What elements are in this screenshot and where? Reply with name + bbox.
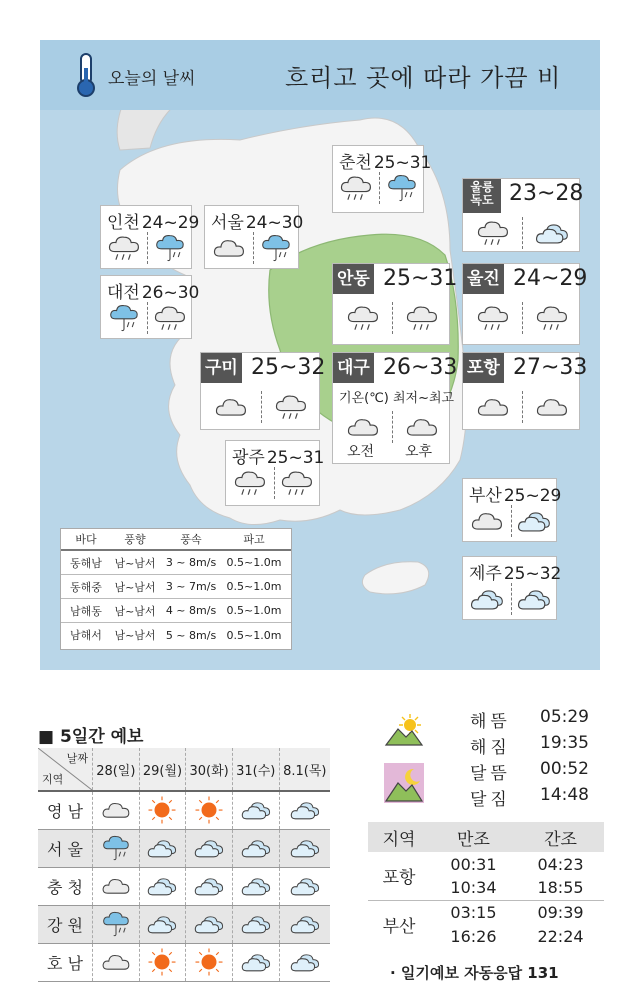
city-name: 춘천 bbox=[339, 153, 372, 173]
partly-cloudy-icon bbox=[146, 911, 178, 937]
forecast-date: 31(수) bbox=[232, 748, 279, 791]
city-box bbox=[462, 178, 584, 252]
moonrise-label: 달뜸 bbox=[470, 764, 511, 784]
forecast-cell bbox=[279, 905, 330, 943]
forecast-cell bbox=[232, 943, 279, 981]
partly-cloudy-icon bbox=[193, 911, 225, 937]
cloud-icon bbox=[100, 797, 132, 823]
tide-time: 03:15 bbox=[430, 900, 517, 924]
city-box bbox=[462, 478, 562, 542]
cloud-icon bbox=[469, 507, 505, 535]
tide-header-region: 지역 bbox=[368, 822, 430, 852]
city-name-temp bbox=[107, 278, 199, 303]
partly-cloudy-icon bbox=[289, 949, 321, 975]
forecast-cell bbox=[279, 829, 330, 867]
partly-cloudy-icon bbox=[516, 585, 552, 613]
city-box bbox=[462, 352, 588, 430]
partly-cloudy-icon bbox=[534, 219, 570, 247]
city-box bbox=[225, 440, 325, 506]
divider bbox=[274, 467, 275, 499]
forecast-title: ■ 5일간 예보 bbox=[38, 727, 144, 747]
city-name: 대구 bbox=[333, 353, 374, 383]
sunset-time: 19:35 bbox=[540, 733, 589, 753]
footer-phone: · 일기예보 자동응답 131 bbox=[390, 964, 559, 982]
forecast-cell bbox=[139, 791, 186, 829]
cloud-icon bbox=[404, 413, 440, 441]
sun-icon bbox=[194, 795, 224, 825]
divider bbox=[392, 411, 393, 443]
tide-header-low: 간조 bbox=[517, 822, 604, 852]
sea-cell: 남~남서 bbox=[114, 629, 156, 642]
sea-cell: 남해서 bbox=[70, 629, 102, 642]
forecast-region: 충 청 bbox=[38, 867, 93, 905]
forecast-row bbox=[38, 905, 330, 943]
sea-cell: 0.5~1.0m bbox=[226, 580, 282, 593]
tide-time: 16:26 bbox=[450, 926, 497, 946]
sea-cell: 남~남서 bbox=[114, 580, 156, 594]
legend-am: 오전 bbox=[347, 444, 375, 460]
city-name-temp bbox=[107, 208, 199, 233]
city-box bbox=[332, 352, 458, 464]
sunrise-icon bbox=[384, 711, 424, 751]
forecast-date: 30(화) bbox=[186, 748, 233, 791]
cloud-rain-icon bbox=[475, 304, 511, 332]
divider bbox=[522, 217, 523, 249]
sea-conditions-table bbox=[60, 528, 292, 650]
tide-row bbox=[368, 852, 604, 876]
cloud-rain-sun-icon bbox=[100, 911, 132, 937]
partly-cloudy-icon bbox=[469, 585, 505, 613]
city-name: 대전 bbox=[107, 283, 140, 303]
city-name-temp bbox=[469, 481, 561, 506]
moonset-label: 달짐 bbox=[470, 790, 511, 810]
partly-cloudy-icon bbox=[193, 873, 225, 899]
moonrise-time: 00:52 bbox=[540, 759, 589, 779]
forecast-cell bbox=[232, 791, 279, 829]
sea-header-wind-direction: 풍향 bbox=[124, 533, 146, 546]
forecast-cell bbox=[139, 905, 186, 943]
moonrise-icon bbox=[384, 763, 424, 803]
cloud-rain-icon bbox=[338, 174, 374, 202]
sun-moon-info bbox=[380, 705, 600, 815]
city-temp: 25~32 bbox=[251, 355, 326, 380]
city-name: 인천 bbox=[107, 213, 140, 233]
cloud-icon bbox=[475, 393, 511, 421]
forecast-cell bbox=[186, 829, 233, 867]
cloud-icon bbox=[345, 413, 381, 441]
cloud-rain-icon bbox=[232, 469, 268, 497]
city-temp: 24~30 bbox=[245, 213, 304, 233]
forecast-header-row bbox=[38, 748, 330, 791]
tide-header-high: 만조 bbox=[430, 822, 517, 852]
city-temp: 26~30 bbox=[141, 283, 200, 303]
divider bbox=[379, 172, 380, 204]
sea-cell: 4 ~ 8m/s bbox=[165, 604, 217, 617]
cloud-rain-icon bbox=[345, 304, 381, 332]
sea-table-header bbox=[61, 529, 291, 551]
partly-cloudy-icon bbox=[146, 835, 178, 861]
city-box bbox=[100, 205, 200, 269]
forecast-cell bbox=[186, 905, 233, 943]
divider bbox=[511, 583, 512, 615]
corner-date-label: 날짜 bbox=[66, 752, 88, 765]
sea-row bbox=[61, 551, 291, 575]
city-name: 울진 bbox=[463, 264, 504, 294]
divider bbox=[511, 505, 512, 537]
cloud-rain-icon bbox=[152, 304, 188, 332]
sea-cell: 동해남 bbox=[70, 556, 102, 570]
moonset-time: 14:48 bbox=[540, 785, 589, 805]
city-name-temp bbox=[469, 559, 561, 584]
tide-time: 22:24 bbox=[537, 926, 584, 946]
forecast-cell bbox=[139, 943, 186, 981]
tide-time: 09:39 bbox=[517, 900, 604, 924]
map-header bbox=[40, 40, 600, 110]
sea-cell: 남해동 bbox=[70, 604, 102, 618]
sun-icon bbox=[147, 947, 177, 977]
tide-place: 포항 bbox=[382, 868, 416, 889]
forecast-cell bbox=[279, 943, 330, 981]
tide-time: 00:31 bbox=[450, 854, 497, 874]
cloud-icon bbox=[100, 873, 132, 899]
partly-cloudy-icon bbox=[289, 911, 321, 937]
forecast-cell bbox=[93, 943, 140, 981]
city-box bbox=[462, 556, 562, 620]
divider bbox=[522, 391, 523, 423]
sea-cell: 동해중 bbox=[70, 580, 102, 594]
sea-cell: 남~남서 bbox=[114, 604, 156, 618]
city-name: 제주 bbox=[469, 564, 502, 584]
temp-legend: 기온(℃) 최저~최고 bbox=[339, 391, 455, 406]
partly-cloudy-icon bbox=[146, 873, 178, 899]
cloud-icon bbox=[534, 393, 570, 421]
city-temp: 23~28 bbox=[509, 181, 584, 206]
forecast-row bbox=[38, 829, 330, 867]
divider bbox=[392, 302, 393, 334]
cloud-rain-icon bbox=[475, 219, 511, 247]
thermometer-icon bbox=[72, 52, 100, 98]
forecast-date: 28(일) bbox=[93, 748, 140, 791]
city-temp: 27~33 bbox=[513, 355, 588, 380]
tide-time: 10:34 bbox=[450, 878, 497, 898]
tide-place: 부산 bbox=[368, 900, 430, 948]
partly-cloudy-icon bbox=[289, 873, 321, 899]
sunrise-label: 해뜸 bbox=[470, 712, 511, 732]
city-name-temp bbox=[211, 208, 303, 233]
tide-time: 04:23 bbox=[537, 854, 584, 874]
cloud-icon bbox=[100, 949, 132, 975]
city-name: 부산 bbox=[469, 486, 502, 506]
city-temp: 25~32 bbox=[503, 564, 562, 584]
city-temp: 24~29 bbox=[513, 266, 588, 291]
forecast-cell bbox=[186, 867, 233, 905]
sea-row bbox=[61, 599, 291, 623]
sea-cell: 0.5~1.0m bbox=[226, 604, 282, 617]
forecast-region: 강 원 bbox=[38, 905, 93, 943]
partly-cloudy-icon bbox=[516, 507, 552, 535]
partly-cloudy-icon bbox=[289, 797, 321, 823]
cloud-rain-icon bbox=[106, 234, 142, 262]
forecast-cell bbox=[93, 905, 140, 943]
forecast-region: 영 남 bbox=[38, 791, 93, 829]
tide-table bbox=[368, 822, 604, 948]
sea-cell: 3 ~ 7m/s bbox=[165, 580, 217, 593]
divider bbox=[147, 232, 148, 264]
forecast-cell bbox=[232, 905, 279, 943]
forecast-table bbox=[38, 748, 330, 982]
city-box bbox=[462, 263, 588, 345]
partly-cloudy-icon bbox=[240, 911, 272, 937]
tide-time: 18:55 bbox=[537, 878, 584, 898]
cloud-rain-sun-icon bbox=[384, 174, 420, 202]
forecast-date: 29(월) bbox=[139, 748, 186, 791]
city-temp: 24~29 bbox=[141, 213, 200, 233]
sea-row bbox=[61, 575, 291, 599]
legend-pm: 오후 bbox=[405, 444, 433, 460]
corner-region-label: 지역 bbox=[42, 773, 64, 786]
sea-cell: 남~남서 bbox=[114, 556, 156, 570]
sea-cell: 0.5~1.0m bbox=[226, 628, 282, 642]
cloud-rain-sun-icon bbox=[152, 234, 188, 262]
partly-cloudy-icon bbox=[240, 797, 272, 823]
city-box bbox=[204, 205, 304, 269]
partly-cloudy-icon bbox=[240, 835, 272, 861]
forecast-corner bbox=[38, 748, 93, 791]
cloud-icon bbox=[213, 393, 249, 421]
city-name: 서울 bbox=[211, 213, 244, 233]
forecast-cell bbox=[93, 791, 140, 829]
sun-icon bbox=[194, 947, 224, 977]
partly-cloudy-icon bbox=[240, 873, 272, 899]
city-temp: 26~33 bbox=[383, 355, 458, 380]
sunrise-time: 05:29 bbox=[540, 707, 589, 727]
forecast-cell bbox=[139, 829, 186, 867]
forecast-cell bbox=[232, 829, 279, 867]
partly-cloudy-icon bbox=[289, 835, 321, 861]
forecast-cell bbox=[279, 791, 330, 829]
tide-header-row bbox=[368, 822, 604, 852]
forecast-cell bbox=[93, 829, 140, 867]
sunset-label: 해짐 bbox=[470, 738, 511, 758]
forecast-cell bbox=[186, 791, 233, 829]
cloud-rain-sun-icon bbox=[106, 304, 142, 332]
sea-header-wind-speed: 풍속 bbox=[180, 533, 202, 546]
divider bbox=[147, 302, 148, 334]
divider bbox=[261, 391, 262, 423]
sea-cell: 5 ~ 8m/s bbox=[165, 628, 217, 642]
sea-cell: 3 ~ 8m/s bbox=[165, 556, 217, 569]
city-temp: 25~31 bbox=[266, 448, 325, 468]
today-weather-label: 오늘의 날씨 bbox=[108, 69, 196, 89]
cloud-icon bbox=[211, 234, 247, 262]
cloud-rain-sun-icon bbox=[100, 835, 132, 861]
forecast-cell bbox=[232, 867, 279, 905]
city-temp: 25~29 bbox=[503, 486, 562, 506]
headline: 흐리고 곳에 따라 가끔 비 bbox=[285, 64, 562, 92]
city-name: 안동 bbox=[333, 264, 374, 294]
city-name-temp bbox=[339, 148, 431, 173]
forecast-row bbox=[38, 867, 330, 905]
forecast-cell bbox=[93, 867, 140, 905]
city-box bbox=[332, 145, 432, 213]
divider bbox=[522, 302, 523, 334]
city-name: 포항 bbox=[463, 353, 504, 383]
tide-row bbox=[368, 900, 604, 924]
cloud-rain-icon bbox=[404, 304, 440, 332]
partly-cloudy-icon bbox=[193, 835, 225, 861]
partly-cloudy-icon bbox=[240, 949, 272, 975]
sea-cell: 0.5~1.0m bbox=[226, 556, 282, 569]
city-name: 광주 bbox=[232, 448, 265, 468]
forecast-cell bbox=[279, 867, 330, 905]
cloud-rain-icon bbox=[534, 304, 570, 332]
sea-header-wave-height: 파고 bbox=[243, 533, 265, 546]
city-name: 구미 bbox=[201, 353, 242, 383]
sea-row bbox=[61, 623, 291, 647]
cloud-rain-sun-icon bbox=[258, 234, 294, 262]
forecast-region: 호 남 bbox=[38, 943, 93, 981]
divider bbox=[253, 232, 254, 264]
forecast-row bbox=[38, 791, 330, 829]
forecast-region: 서 울 bbox=[38, 829, 93, 867]
cloud-rain-icon bbox=[279, 469, 315, 497]
forecast-row bbox=[38, 943, 330, 981]
sea-header-sea: 바다 bbox=[75, 533, 97, 546]
forecast-cell bbox=[139, 867, 186, 905]
forecast-cell bbox=[186, 943, 233, 981]
city-name-temp bbox=[232, 443, 324, 468]
cloud-rain-icon bbox=[273, 393, 309, 421]
forecast-date: 8.1(목) bbox=[279, 748, 330, 791]
city-name: 울릉 독도 bbox=[463, 179, 501, 213]
city-box bbox=[200, 352, 326, 430]
city-box bbox=[332, 263, 458, 345]
city-box bbox=[100, 275, 200, 339]
city-temp: 25~31 bbox=[373, 153, 432, 173]
sun-icon bbox=[147, 795, 177, 825]
city-temp: 25~31 bbox=[383, 266, 458, 291]
